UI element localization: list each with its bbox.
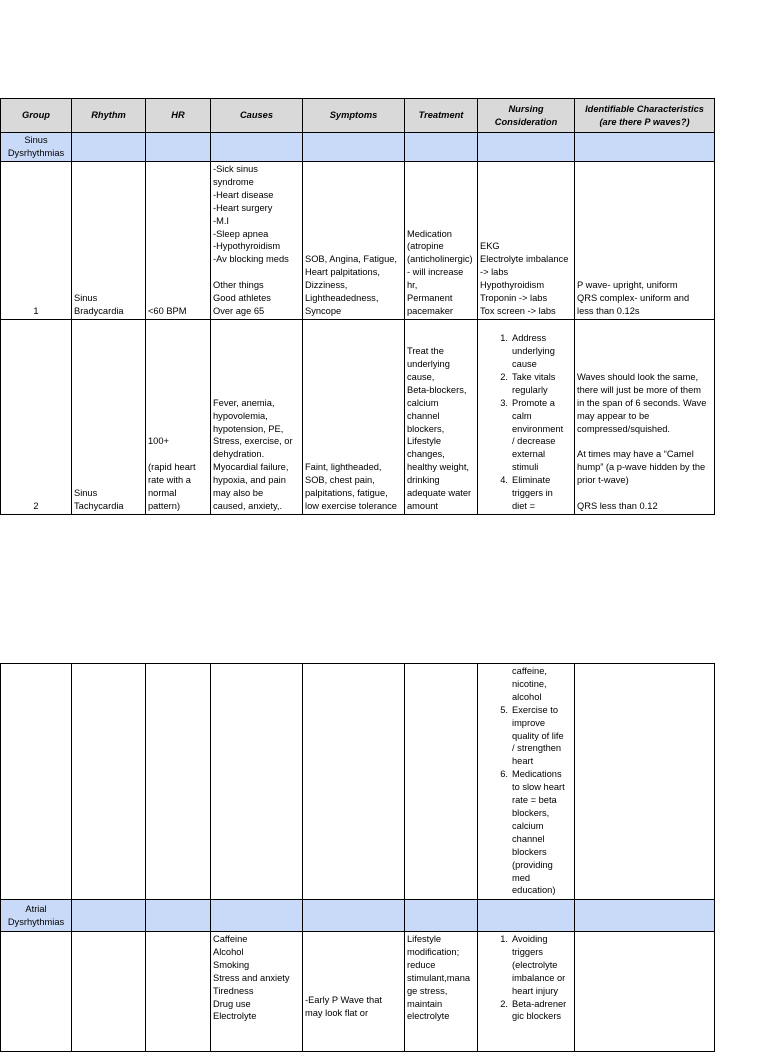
header-identifiable: Identifiable Characteristics (are there P waves?) [575, 99, 715, 133]
list-item: 5. Exercise to improve quality of life / strengthen heart [500, 704, 564, 767]
header-nursing: Nursing Consideration [478, 99, 575, 133]
treatment-cell: Lifestyle modification; reduce stimulant,mana ge stress, maintain electrolyte [405, 932, 478, 1052]
hr-cell: <60 BPM [146, 162, 211, 320]
symptoms-cell: -Early P Wave that may look flat or [303, 932, 405, 1052]
identifiable-cell: P wave- upright, uniform QRS complex- uniform and less than 0.12s [575, 162, 715, 320]
symptoms-cell: SOB, Angina, Fatigue, Heart palpitations, Dizziness, Lightheadedness, Syncope [303, 162, 405, 320]
header-row [1, 99, 715, 133]
list-item: 2. Beta-adrener gic blockers [500, 998, 567, 1022]
hr-cell: 100+ (rapid heart rate with a normal pattern) [146, 319, 211, 514]
dysrhythmia-table-top [0, 98, 715, 515]
header-symptoms: Symptoms [303, 99, 405, 133]
list-item: caffeine, nicotine, alcohol [512, 666, 547, 702]
nursing-list [480, 665, 572, 897]
causes-cell: Caffeine Alcohol Smoking Stress and anxiety Tiredness Drug use Electrolyte [211, 932, 303, 1052]
list-item: 6. Medications to slow heart rate = beta blockers, calcium channel blockers (providing med education) [500, 769, 565, 896]
dysrhythmia-table-continued [0, 663, 715, 1052]
nursing-cell: EKG Electrolyte imbalance -> labs Hypothyroidism Troponin -> labs Tox screen -> labs [478, 162, 575, 320]
treatment-cell: Medication (atropine (anticholinergic) - will increase hr, Permanent pacemaker [405, 162, 478, 320]
group-label-atrial: Atrial Dysrhythmias [1, 900, 72, 932]
rhythm-cell: Sinus Bradycardia [72, 162, 146, 320]
identifiable-cell: Waves should look the same, there will just be more of them in the span of 6 seconds. Wave may appear to be compressed/squished. At times may have a “Camel hump” (a p-wave hidden by the prior t-wave) QRS less than 0.12 [575, 319, 715, 514]
list-item: 1. Address underlying cause [500, 333, 555, 369]
nursing-cell [478, 319, 575, 514]
table-row-sinus-bradycardia [1, 162, 715, 320]
header-group: Group [1, 99, 72, 133]
list-item: 1. Avoiding triggers (electrolyte imbalance or heart injury [500, 934, 566, 996]
header-rhythm: Rhythm [72, 99, 146, 133]
causes-cell: Fever, anemia, hypovolemia, hypotension, PE, Stress, exercise, or dehydration. Myocardial failure, hypoxia, and pain may also be caused, anxiety,. [211, 319, 303, 514]
symptoms-cell: Faint, lightheaded, SOB, chest pain, palpitations, fatigue, low exercise tolerance [303, 319, 405, 514]
table-row-atrial-first [1, 932, 715, 1052]
header-causes: Causes [211, 99, 303, 133]
list-item: 3. Promote a calm environment / decrease external stimuli [500, 397, 564, 473]
nursing-list [480, 332, 572, 513]
group-label-sinus: Sinus Dysrhythmias [1, 133, 72, 162]
causes-cell: -Sick sinus syndrome -Heart disease -Heart surgery -M.I -Sleep apnea -Hypothyroidism -Av blocking meds Other things Good athletes Over age 65 [211, 162, 303, 320]
nursing-cell [478, 932, 575, 1052]
row-number: 2 [1, 319, 72, 514]
table-row-continued [1, 664, 715, 900]
row-number: 1 [1, 162, 72, 320]
group-row-atrial [1, 900, 715, 932]
rhythm-cell: Sinus Tachycardia [72, 319, 146, 514]
nursing-list [480, 933, 572, 1023]
header-hr: HR [146, 99, 211, 133]
treatment-cell: Treat the underlying cause, Beta-blockers, calcium channel blockers, Lifestyle changes, healthy weight, drinking adequate water amount [405, 319, 478, 514]
list-item: 4. Eliminate triggers in diet = [500, 475, 553, 511]
list-item: 2. Take vitals regularly [500, 371, 556, 395]
nursing-cell [478, 664, 575, 900]
group-row-sinus [1, 133, 715, 162]
table-row-sinus-tachycardia [1, 319, 715, 514]
header-treatment: Treatment [405, 99, 478, 133]
